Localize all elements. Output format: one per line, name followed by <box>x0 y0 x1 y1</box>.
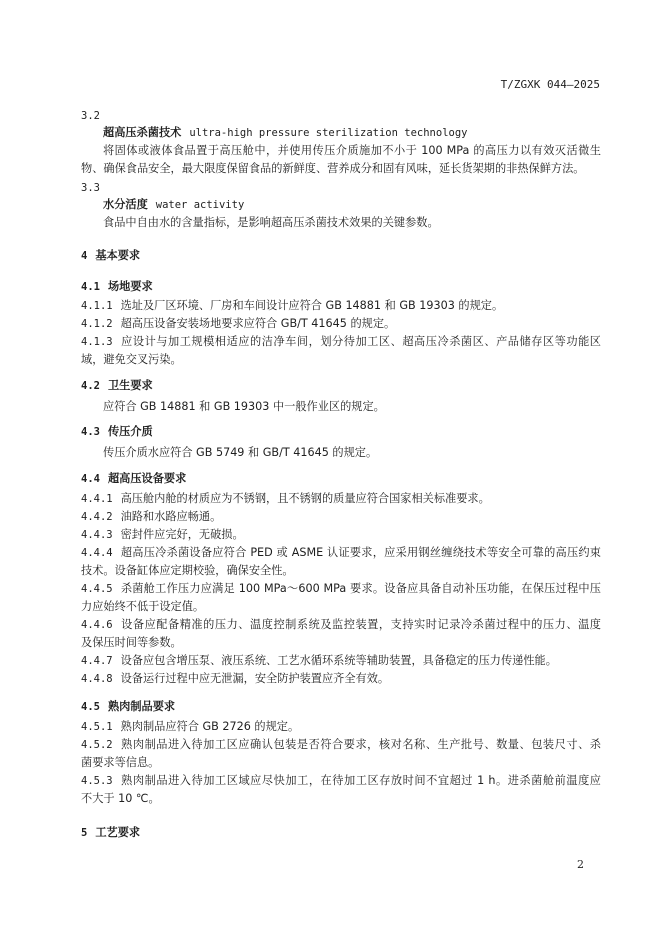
section-4-2-title: 卫生要求 <box>107 379 153 392</box>
term-3-3 <box>103 197 601 213</box>
section-4-2-number: 4.2 <box>81 380 100 392</box>
section-4-title: 基本要求 <box>95 249 141 262</box>
clause-4-1-3-cont: 域，避免交叉污染。 <box>81 353 182 366</box>
section-heading-4-1 <box>81 279 601 295</box>
clause-text: 杀菌舱工作压力应满足 100 MPa～600 MPa 要求。设备应具备自动补压功能，在保压过程中压 <box>120 582 601 595</box>
clause-4-5-2-cont: 菌要求等信息。 <box>81 756 160 769</box>
clause-number-3-2: 3.2 <box>81 110 100 122</box>
clause-text: 高压舱内舱的材质应为不锈钢，且不锈钢的质量应符合国家相关标准要求。 <box>120 492 490 505</box>
clause-4-1-2 <box>81 316 601 332</box>
definition-3-2-line-2: 物、确保食品安全，最大限度保留食品的新鲜度、营养成分和固有风味，延长货架期的非热保鲜方法。 <box>81 162 585 175</box>
clause-text: 熟肉制品进入待加工区域应尽快加工，在待加工区存放时间不宜超过 1 h。进杀菌舱前温度应 <box>120 774 601 787</box>
section-heading-5 <box>81 825 601 841</box>
clause-4-5-3 <box>81 773 601 789</box>
term-3-2-zh: 超高压杀菌技术 <box>103 126 182 139</box>
clause-number: 4.5.3 <box>81 775 113 787</box>
clause-4-4-2 <box>81 509 601 525</box>
term-3-3-en: water activity <box>155 199 245 211</box>
clause-number: 4.4.3 <box>81 529 113 541</box>
clause-4-4-7 <box>81 653 601 669</box>
clause-text: 超高压冷杀菌设备应符合 PED 或 ASME 认证要求，应采用钢丝缠绕技术等安全可靠的高压约束 <box>120 546 601 559</box>
clause-number: 4.4.6 <box>81 619 113 631</box>
clause-4-5-1 <box>81 719 601 735</box>
term-3-3-zh: 水分活度 <box>103 198 148 211</box>
clause-number: 4.4.5 <box>81 583 113 595</box>
clause-number: 4.1.3 <box>81 336 113 348</box>
clause-4-4-4-cont: 技术。设备缸体应定期校验，确保安全性。 <box>81 564 294 577</box>
term-3-2-en: ultra-high pressure sterilization technology <box>189 127 468 139</box>
clause-number-3-3: 3.3 <box>81 182 100 194</box>
clause-4-4-5-cont: 力应始终不低于设定值。 <box>81 600 205 613</box>
section-heading-4-3 <box>81 424 601 440</box>
section-4-5-title: 熟肉制品要求 <box>107 700 176 713</box>
document-id: T/ZGXK 044—2025 <box>500 78 600 91</box>
clause-text: 密封件应完好，无破损。 <box>120 528 244 541</box>
clause-4-1-1 <box>81 298 601 314</box>
section-5-title: 工艺要求 <box>95 826 141 839</box>
clause-number: 4.1.2 <box>81 318 113 330</box>
definition-3-2-line-1: 将固体或液体食品置于高压舱中，并使用传压介质施加不小于 100 MPa 的高压力以有效灭活微生 <box>103 144 601 157</box>
clause-4-4-1 <box>81 491 601 507</box>
clause-number: 4.5.1 <box>81 721 113 733</box>
definition-3-3: 食品中自由水的含量指标，是影响超高压杀菌技术效果的关键参数。 <box>103 216 439 229</box>
clause-number: 4.4.4 <box>81 547 113 559</box>
clause-number: 4.4.7 <box>81 655 113 667</box>
clause-4-1-3 <box>81 334 601 350</box>
section-5-number: 5 <box>81 827 88 839</box>
term-3-2 <box>103 125 601 141</box>
clause-number: 4.1.1 <box>81 300 113 312</box>
clause-4-4-5 <box>81 581 601 597</box>
clause-text: 设备应配备精准的压力、温度控制系统及监控装置，支持实时记录冷杀菌过程中的压力、温度 <box>120 618 601 631</box>
section-4-5-number: 4.5 <box>81 701 100 713</box>
clause-number: 4.4.1 <box>81 493 113 505</box>
clause-text: 选址及厂区环境、厂房和车间设计应符合 GB 14881 和 GB 19303 的规定。 <box>120 299 504 312</box>
clause-4-4-6 <box>81 617 601 633</box>
clause-number: 4.5.2 <box>81 739 113 751</box>
clause-4-4-6-cont: 及保压时间等参数。 <box>81 636 182 649</box>
clause-text: 熟肉制品应符合 GB 2726 的规定。 <box>120 720 300 733</box>
section-4-1-number: 4.1 <box>81 281 100 293</box>
section-4-3-body: 传压介质水应符合 GB 5749 和 GB/T 41645 的规定。 <box>103 446 378 459</box>
clause-text: 应设计与加工规模相适应的洁净车间，划分待加工区、超高压冷杀菌区、产品储存区等功能区 <box>120 335 601 348</box>
section-heading-4-4 <box>81 471 601 487</box>
section-heading-4-2 <box>81 378 601 394</box>
clause-4-4-8 <box>81 671 601 687</box>
section-4-3-number: 4.3 <box>81 426 100 438</box>
section-4-4-number: 4.4 <box>81 473 100 485</box>
section-4-1-title: 场地要求 <box>107 280 153 293</box>
section-4-4-title: 超高压设备要求 <box>107 472 187 485</box>
section-heading-4 <box>81 248 601 264</box>
clause-4-5-3-cont: 不大于 10 ℃。 <box>81 792 160 805</box>
section-4-number: 4 <box>81 250 88 262</box>
page-number: 2 <box>577 858 584 871</box>
clause-text: 超高压设备安装场地要求应符合 GB/T 41645 的规定。 <box>120 317 396 330</box>
clause-text: 设备应包含增压泵、液压系统、工艺水循环系统等辅助装置，具备稳定的压力传递性能。 <box>120 654 557 667</box>
section-4-2-body: 应符合 GB 14881 和 GB 19303 中一般作业区的规定。 <box>103 400 385 413</box>
clause-text: 熟肉制品进入待加工区应确认包装是否符合要求，核对名称、生产批号、数量、包装尺寸、杀 <box>120 738 601 751</box>
clause-4-4-3 <box>81 527 601 543</box>
clause-4-5-2 <box>81 737 601 753</box>
clause-number: 4.4.2 <box>81 511 113 523</box>
clause-4-4-4 <box>81 545 601 561</box>
clause-number: 4.4.8 <box>81 673 113 685</box>
section-heading-4-5 <box>81 699 601 715</box>
clause-text: 油路和水路应畅通。 <box>120 510 222 523</box>
clause-text: 设备运行过程中应无泄漏，安全防护装置应齐全有效。 <box>120 672 390 685</box>
section-4-3-title: 传压介质 <box>107 425 153 438</box>
